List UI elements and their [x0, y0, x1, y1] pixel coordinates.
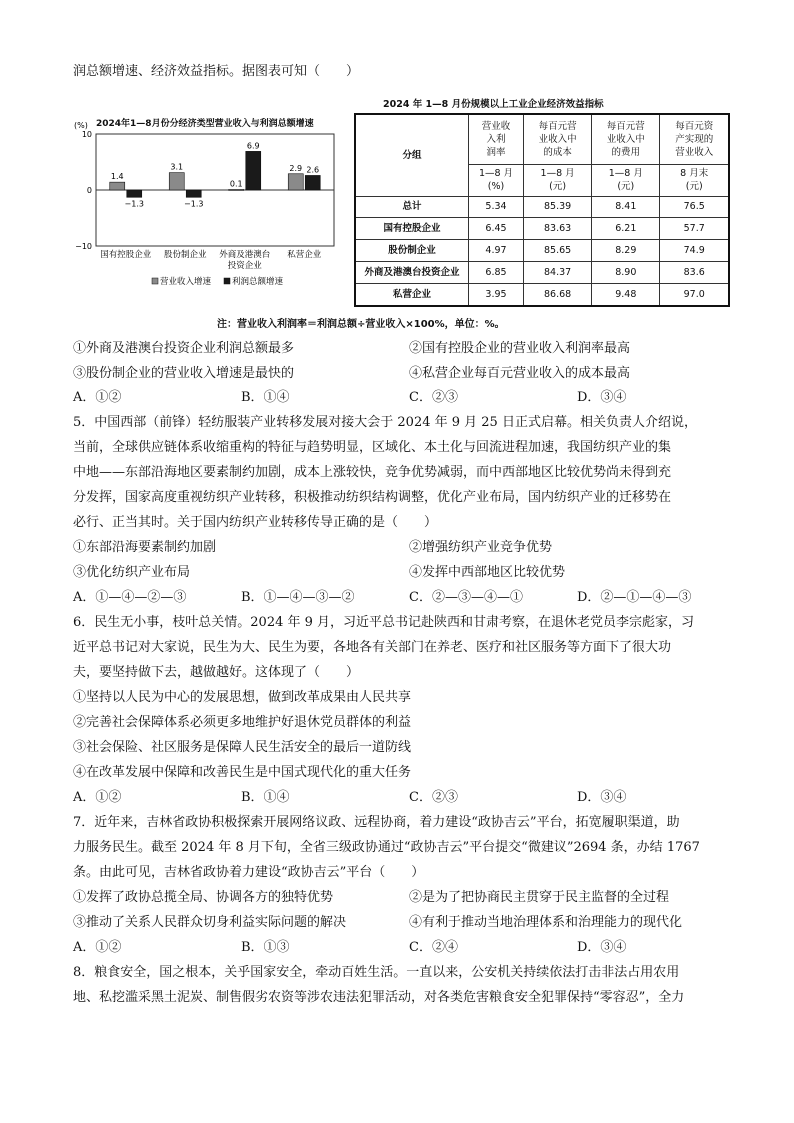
x-category-label: 私营企业: [287, 250, 322, 260]
col-unit-line: (元): [617, 181, 635, 192]
col-header-line: 的费用: [611, 146, 641, 158]
table-cell: 5.34: [469, 196, 524, 218]
bar: [169, 173, 184, 190]
col-unit-line: (元): [685, 181, 703, 192]
table-cell: 83.63: [524, 218, 592, 240]
q7-statement-4: ④有利于推动当地治理体系和治理能力的现代化: [409, 915, 683, 930]
q5-statement-3: ③优化纺织产业布局: [73, 565, 191, 580]
table-cell: 86.68: [524, 283, 592, 306]
table-cell: 8.41: [592, 196, 660, 218]
col-header-line: 的成本: [543, 146, 572, 158]
y-tick-label: 0: [86, 186, 92, 195]
row-group: 总计: [355, 196, 469, 218]
table-cell: 76.5: [660, 196, 729, 218]
q6-choice-b: B．①④: [241, 790, 290, 805]
col-unit-line: 1—8 月: [478, 168, 514, 179]
col-header-line: 业收入中: [606, 133, 645, 145]
q7-choice-a: A．①②: [73, 940, 122, 955]
q4-statement-4: ④私营企业每百元营业收入的成本最高: [409, 366, 631, 381]
legend-swatch: [224, 278, 230, 284]
col-header-line: 每百元营: [538, 120, 577, 132]
q7-choice-c: C．②④: [409, 940, 458, 955]
q5-stem-line: 当前，全球供应链体系收缩重构的特征与趋势明显，区域化、本土化与回流进程加速，我国纺织产业的集: [73, 440, 672, 455]
q4-choice-a: A．①②: [73, 390, 122, 405]
bar: [229, 189, 244, 190]
col-header-line: 营业收入: [675, 146, 714, 158]
table-cell: 6.21: [592, 218, 660, 240]
bar: [305, 175, 320, 190]
table-cell: 6.45: [469, 218, 524, 240]
col-unit-line: (%): [487, 181, 505, 192]
col-header-line: 润率: [486, 146, 506, 158]
table-note: 注：营业收入利润率＝利润总额÷营业收入×100%，单位：%。: [217, 319, 505, 330]
col-header-line: 产实现的: [675, 133, 714, 145]
row-group: 国有控股企业: [355, 218, 469, 240]
q5-choice-d: D．②—①—④—③: [577, 590, 692, 605]
row-group: 外商及港澳台投资企业: [355, 262, 469, 284]
q4-choice-d: D．③④: [577, 390, 627, 405]
indicator-table: [354, 113, 730, 307]
q7-choice-b: B．①③: [241, 940, 290, 955]
data-label: 6.9: [246, 141, 260, 151]
table-cell: 8.29: [592, 240, 660, 262]
q4-statement-2: ②国有控股企业的营业收入利润率最高: [409, 341, 631, 356]
table-cell: 97.0: [660, 283, 729, 306]
q6-stem-line: 近平总书记对大家说，民生为大、民生为要，各地各有关部门在养老、医疗和社区服务等方面下了很大功: [73, 640, 672, 655]
col-header-cost: [524, 114, 592, 164]
x-category-label: 投资企业: [227, 261, 262, 271]
col-header-expense: [592, 114, 660, 164]
legend-label: 营业收入增速: [160, 277, 212, 287]
table-cell: 85.65: [524, 240, 592, 262]
col-header-asset-revenue: [660, 114, 729, 164]
bar: [288, 174, 303, 190]
q5-statement-4: ④发挥中西部地区比较优势: [409, 565, 566, 580]
row-group: 私营企业: [355, 283, 469, 306]
table-cell: 4.97: [469, 240, 524, 262]
table-cell: 8.90: [592, 262, 660, 284]
q6-choice-a: A．①②: [73, 790, 122, 805]
table-cell: 9.48: [592, 283, 660, 306]
table-cell: 6.85: [469, 262, 524, 284]
q7-stem-line: 7．近年来，吉林省政协积极探索开展网络议政、远程协商，着力建设“政协吉云”平台，拓宽履职渠道，助: [73, 815, 680, 830]
table-cell: 57.7: [660, 218, 729, 240]
bar-chart: [68, 118, 338, 318]
q6-statement-3: ③社会保险、社区服务是保障人民生活安全的最后一道防线: [73, 740, 412, 755]
q7-choice-d: D．③④: [577, 940, 627, 955]
data-label: 0.1: [229, 179, 243, 189]
q7-statement-3: ③推动了关系人民群众切身利益实际问题的解决: [73, 915, 347, 930]
group-header: 分组: [355, 114, 469, 196]
row-group: 股份制企业: [355, 240, 469, 262]
table-title: 2024 年 1—8 月份规模以上工业企业经济效益指标: [383, 99, 604, 110]
col-unit-line: 1—8 月: [540, 168, 575, 179]
data-label: −1.3: [184, 199, 204, 209]
q6-choice-d: D．③④: [577, 790, 627, 805]
data-label: 3.1: [170, 162, 184, 172]
table-cell: 85.39: [524, 196, 592, 218]
bar: [246, 151, 261, 190]
x-category-label: 外商及港澳台: [219, 250, 271, 260]
data-label: 1.4: [110, 172, 124, 182]
chart-title: 2024年1—8月份分经济类型营业收入与利润总额增速: [96, 119, 314, 129]
col-header-line: 业收入中: [538, 133, 577, 145]
q6-statement-1: ①坚持以人民为中心的发展思想，做到改革成果由人民共享: [73, 690, 412, 705]
col-header-line: 营业收: [481, 120, 511, 132]
x-category-label: 股份制企业: [163, 250, 207, 260]
table-row: [355, 283, 729, 306]
q8-stem-line: 8．粮食安全，国之根本，关乎国家安全，牵动百姓生活。一直以来，公安机关持续依法打击非法占用农用: [73, 965, 680, 980]
q5-statement-1: ①东部沿海要素制约加剧: [73, 540, 217, 555]
bar: [110, 182, 125, 190]
data-label: 2.6: [306, 165, 320, 175]
q5-statement-2: ②增强纺织产业竞争优势: [409, 540, 553, 555]
q4-choice-b: B．①④: [241, 390, 290, 405]
bar: [127, 190, 142, 197]
q8-stem-line: 地、私挖滥采黑土泥炭、制售假劣农资等涉农违法犯罪活动，对各类危害粮食安全犯罪保持“零容忍”，全力: [73, 990, 685, 1005]
q5-choice-b: B．①—④—③—②: [241, 590, 355, 605]
question-intro-line: 润总额增速、经济效益指标。据图表可知（ ）: [73, 64, 360, 79]
data-label: 2.9: [289, 163, 303, 173]
q6-statement-4: ④在改革发展中保障和改善民生是中国式现代化的重大任务: [73, 765, 412, 780]
x-category-label: 国有控股企业: [100, 250, 152, 260]
table-row: [355, 240, 729, 262]
col-header-line: 每百元资: [675, 120, 714, 132]
col-header-profit-rate: [469, 114, 524, 164]
table-row: [355, 196, 729, 218]
q6-choice-c: C．②③: [409, 790, 458, 805]
q5-choice-a: A．①—④—②—③: [73, 590, 187, 605]
q5-stem-line: 分发挥，国家高度重视纺织产业转移，积极推动纺织结构调整，优化产业布局，国内纺织产业的迁移势在: [73, 490, 672, 505]
q7-stem-line: 条。由此可见，吉林省政协着力建设“政协吉云”平台（ ）: [73, 865, 425, 880]
col-unit: [524, 164, 592, 196]
col-unit: [469, 164, 524, 196]
table-cell: 3.95: [469, 283, 524, 306]
y-tick-label: 10: [81, 130, 92, 139]
col-header-line: 入利: [486, 133, 506, 145]
bar: [186, 190, 201, 197]
q4-statement-3: ③股份制企业的营业收入增速是最快的: [73, 366, 295, 381]
legend-swatch: [152, 278, 158, 284]
q7-statement-2: ②是为了把协商民主贯穿于民主监督的全过程: [409, 890, 670, 905]
table-row: [355, 262, 729, 284]
table-cell: 74.9: [660, 240, 729, 262]
col-unit-line: 8 月末: [680, 168, 709, 179]
q5-stem-line: 中地——东部沿海地区要素制约加剧，成本上涨较快，竞争优势减弱，而中西部地区比较优势尚未得到充: [73, 465, 672, 480]
col-unit: [592, 164, 660, 196]
q6-stem-line: 6．民生无小事，枝叶总关情。2024 年 9 月，习近平总书记赴陕西和甘肃考察，在退休老党员李宗彪家，习: [73, 615, 695, 630]
y-axis-unit-label: (%): [74, 121, 88, 130]
data-label: −1.3: [124, 199, 144, 209]
q6-stem-line: 夫，要坚持做下去，越做越好。这体现了（ ）: [73, 665, 360, 680]
q7-statement-1: ①发挥了政协总揽全局、协调各方的独特优势: [73, 890, 334, 905]
table-row: [355, 218, 729, 240]
q6-statement-2: ②完善社会保障体系必须更多地维护好退休党员群体的利益: [73, 715, 412, 730]
q7-stem-line: 力服务民生。截至 2024 年 8 月下旬，全省三级政协通过“政协吉云”平台提交“微建议”2694 条，办结 1767: [73, 840, 700, 855]
y-tick-label: −10: [75, 242, 92, 251]
legend-label: 利润总额增速: [232, 277, 284, 287]
q4-choice-c: C．②③: [409, 390, 458, 405]
table-cell: 83.6: [660, 262, 729, 284]
q5-stem-line: 5．中国西部（前锋）轻纺服装产业转移发展对接大会于 2024 年 9 月 25 日正式启幕。相关负责人介绍说，: [73, 415, 697, 430]
q5-stem-line: 必行、正当其时。关于国内纺织产业转移传导正确的是（ ）: [73, 515, 438, 530]
col-header-line: 每百元营: [606, 120, 645, 132]
q4-statement-1: ①外商及港澳台投资企业利润总额最多: [73, 341, 295, 356]
table-cell: 84.37: [524, 262, 592, 284]
col-unit-line: 1—8 月: [608, 168, 643, 179]
q5-choice-c: C．②—③—④—①: [409, 590, 523, 605]
col-unit-line: (元): [549, 181, 567, 192]
col-unit: [660, 164, 729, 196]
